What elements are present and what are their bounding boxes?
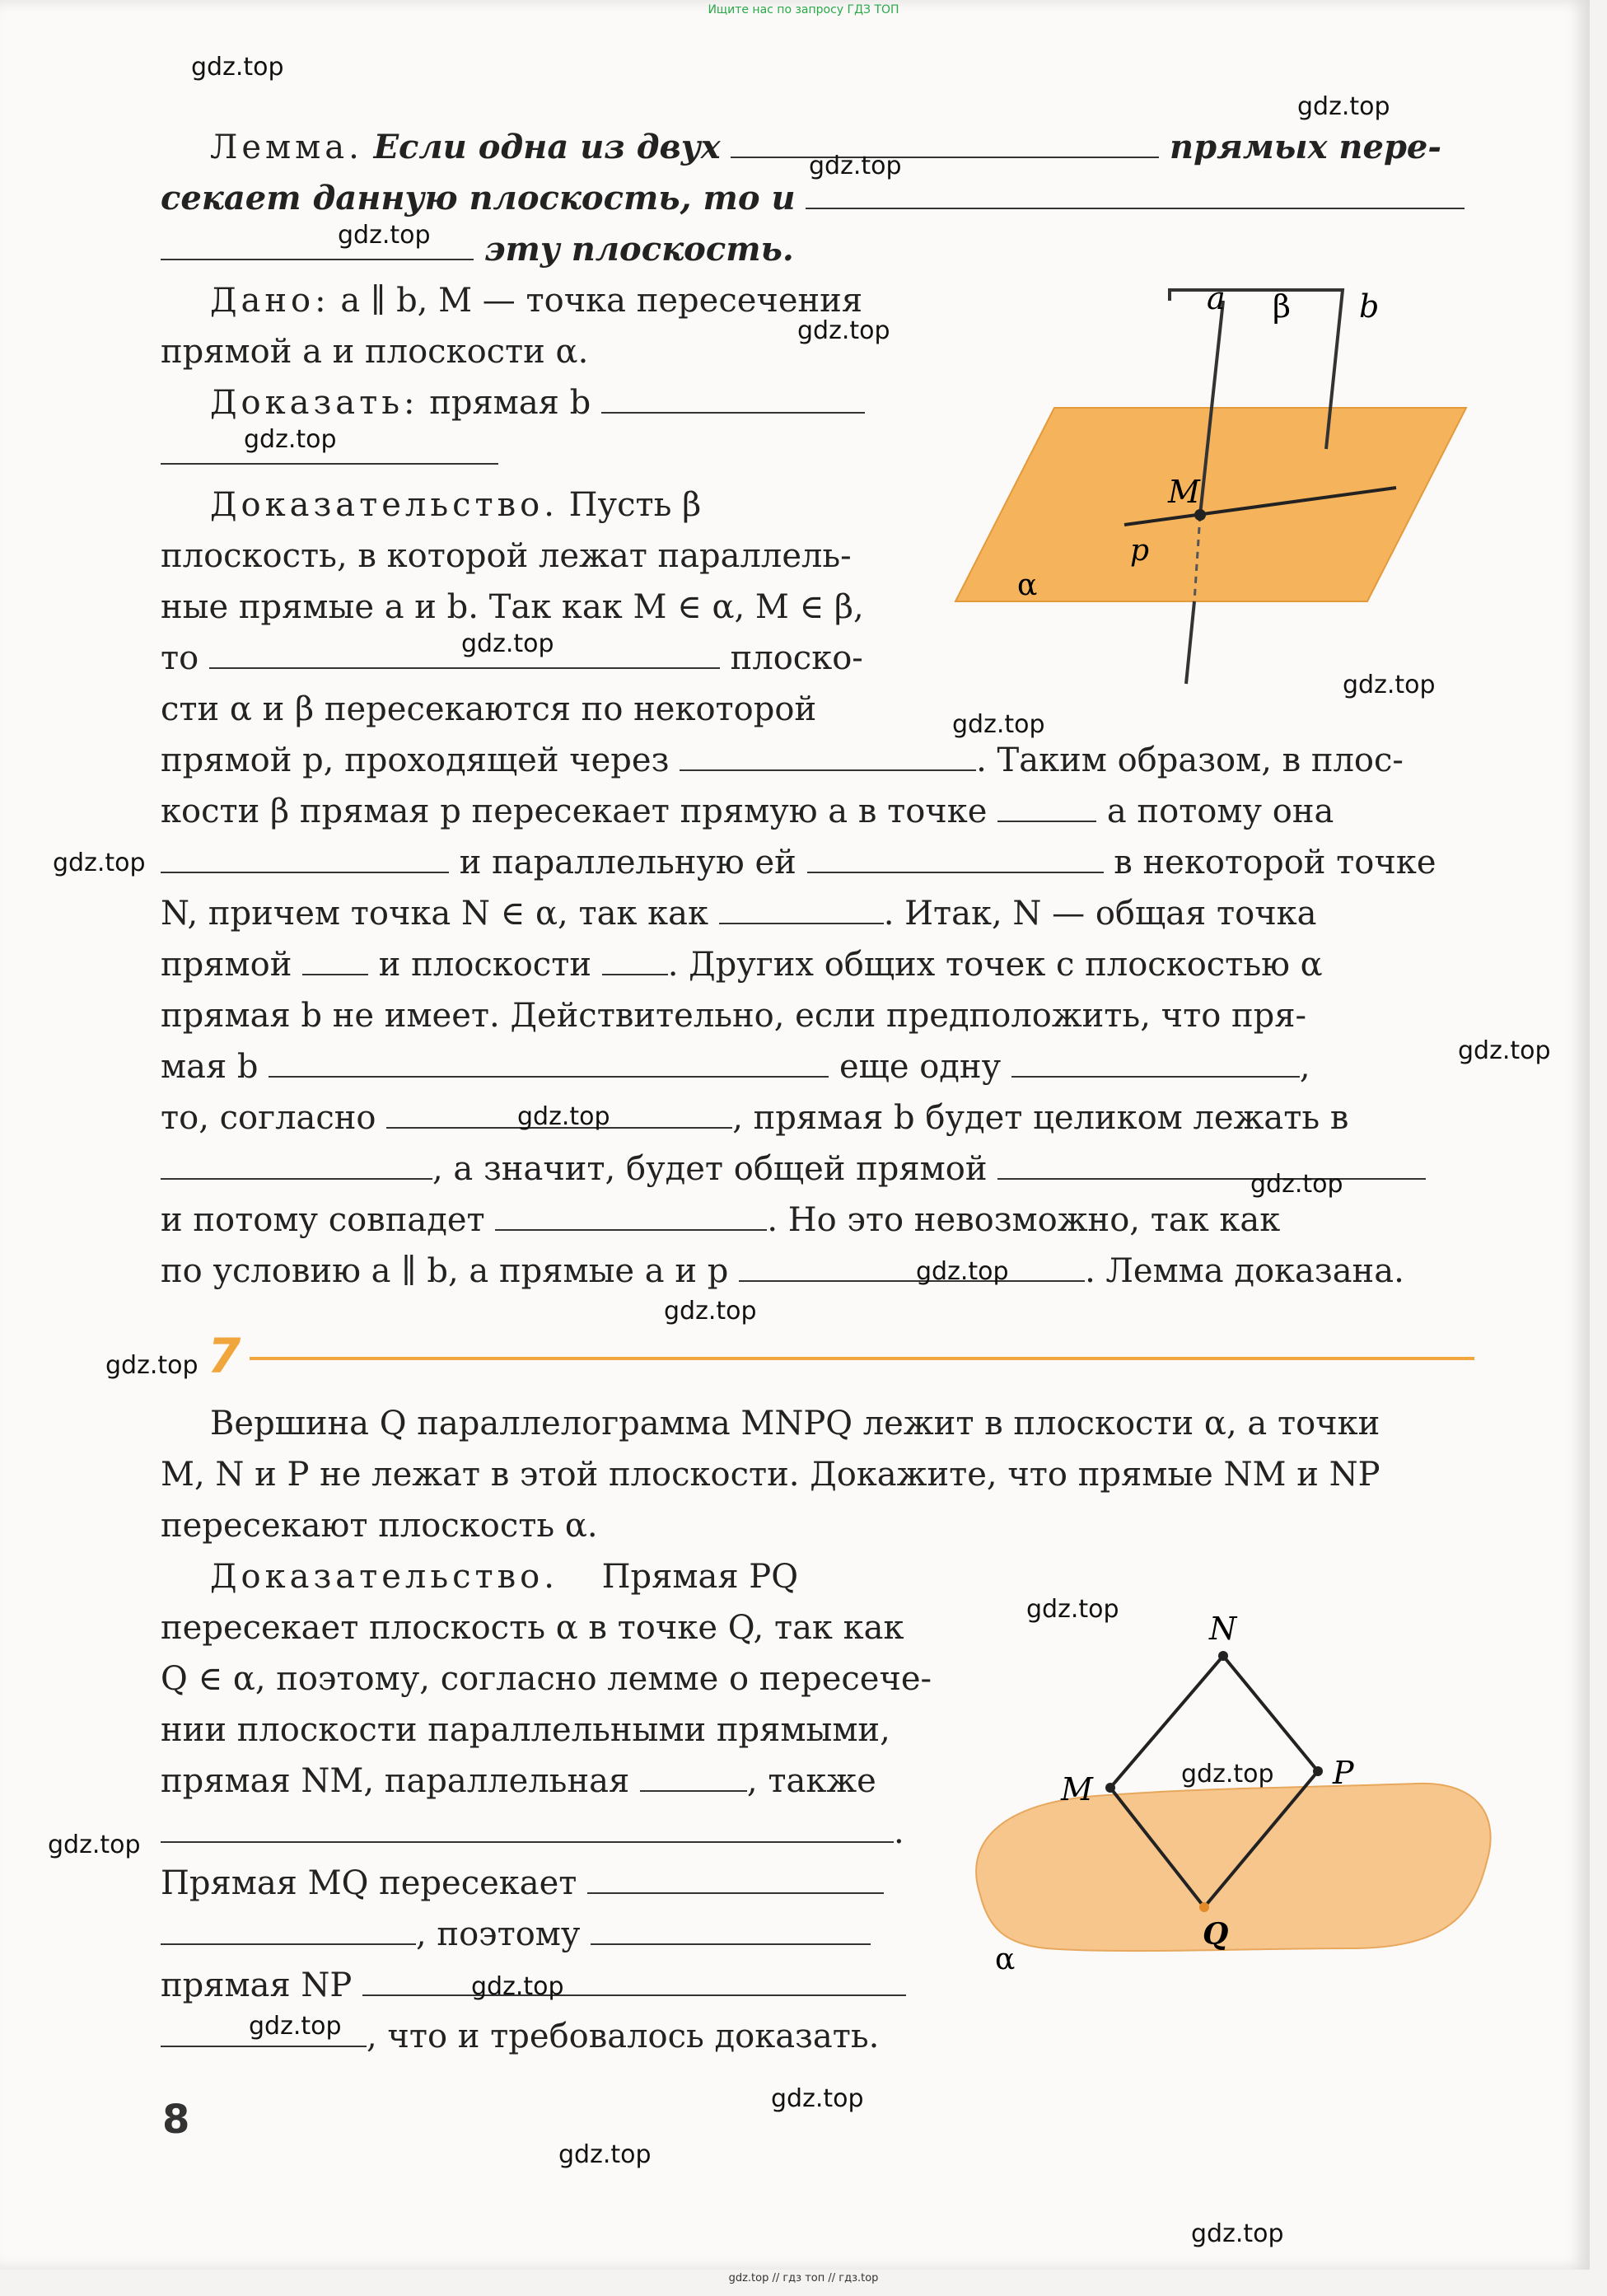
watermark: gdz.top xyxy=(1343,671,1436,699)
proof-line-14: , а значит, будет общей прямой xyxy=(161,1143,1426,1195)
proof-line-10: прямой и плоскости . Других общих точек с плоскостью α xyxy=(161,946,1323,984)
p7-proof-line-3: Q ∈ α, поэтому, согласно лемме о пересече- xyxy=(161,1660,932,1698)
proof-line-11: прямая b не имеет. Действительно, если предположить, что пря- xyxy=(161,997,1307,1035)
watermark: gdz.top xyxy=(471,1972,564,2001)
answer-blank[interactable] xyxy=(806,178,1465,209)
watermark: gdz.top xyxy=(517,1102,610,1131)
problem-line-2: M, N и P не лежат в этой плоскости. Докажите, что прямые NM и NP xyxy=(161,1456,1380,1494)
line-a-lower xyxy=(1186,601,1194,684)
watermark: gdz.top xyxy=(249,2012,342,2041)
answer-blank[interactable] xyxy=(997,1148,1426,1180)
answer-blank[interactable] xyxy=(269,1046,829,1078)
watermark: gdz.top xyxy=(1181,1760,1274,1789)
problem-number: 7 xyxy=(208,1328,241,1384)
point-M xyxy=(1194,509,1206,521)
given-line-1: Дано: a ∥ b, M — точка пересечения xyxy=(210,282,863,320)
answer-blank[interactable] xyxy=(602,944,668,975)
answer-blank[interactable] xyxy=(161,842,449,873)
answer-blank[interactable] xyxy=(362,1965,906,1996)
proof-line-16: по условию a ∥ b, а прямые a и p . Лемма доказана. xyxy=(161,1252,1404,1290)
p7-proof-line-6: . xyxy=(161,1807,904,1858)
p7-proof-line-8: , поэтому xyxy=(161,1909,871,1960)
watermark: gdz.top xyxy=(1026,1595,1119,1624)
proof-line-1: Доказательство. Пусть β xyxy=(210,486,702,524)
label-N: N xyxy=(1209,1611,1237,1647)
watermark: gdz.top xyxy=(1297,92,1390,121)
proof-line-5: сти α и β пересекаются по некоторой xyxy=(161,690,817,728)
proof-line-7: кости β прямая p пересекает прямую a в точке а потому она xyxy=(161,793,1334,830)
watermark: gdz.top xyxy=(1458,1036,1551,1065)
lemma-line-2: секает данную плоскость, то и xyxy=(161,173,1465,224)
watermark: gdz.top xyxy=(53,849,146,877)
point-Q xyxy=(1199,1902,1209,1912)
watermark: gdz.top xyxy=(771,2084,864,2113)
proof-line-13: то, согласно , прямая b будет целиком лежать в xyxy=(161,1099,1349,1137)
watermark: gdz.top xyxy=(1250,1170,1343,1199)
answer-blank[interactable] xyxy=(719,893,884,924)
label-a: a xyxy=(1207,280,1226,316)
watermark: gdz.top xyxy=(797,316,890,345)
proof-line-12: мая b еще одну , xyxy=(161,1048,1310,1086)
label-Q: Q xyxy=(1203,1917,1229,1952)
proof-line-9: N, причем точка N ∈ α, так как . Итак, N — общая точка xyxy=(161,895,1317,933)
watermark: gdz.top xyxy=(338,221,431,250)
watermark: gdz.top xyxy=(952,710,1045,739)
lemma-line-3: эту плоскость. xyxy=(161,224,794,275)
answer-blank[interactable] xyxy=(739,1251,1085,1282)
label-p: p xyxy=(1130,534,1150,568)
answer-blank[interactable] xyxy=(601,382,865,414)
answer-blank[interactable] xyxy=(591,1914,871,1945)
plane-alpha xyxy=(976,1784,1491,1951)
problem-divider xyxy=(250,1357,1474,1360)
point-N xyxy=(1218,1651,1228,1661)
label-beta: β xyxy=(1273,288,1291,325)
answer-blank[interactable] xyxy=(587,1863,884,1894)
point-M xyxy=(1105,1783,1115,1793)
p7-proof-line-10: , что и требовалось доказать. xyxy=(161,2011,879,2062)
label-alpha: α xyxy=(995,1943,1016,1976)
label-b: b xyxy=(1359,288,1380,325)
p7-proof-line-1: Доказательство. Прямая PQ xyxy=(210,1558,799,1596)
lemma-title: Лемма. xyxy=(210,129,363,166)
page-number: 8 xyxy=(162,2097,190,2143)
watermark: gdz.top xyxy=(48,1831,141,1859)
proof-line-2: плоскость, в которой лежат параллель- xyxy=(161,537,852,575)
watermark: gdz.top xyxy=(105,1351,199,1380)
answer-blank[interactable] xyxy=(997,791,1096,822)
problem-line-3: пересекают плоскость α. xyxy=(161,1507,598,1545)
lemma-line-1: Лемма. Если одна из двух прямых пере- xyxy=(210,128,1441,166)
proof-line-15: и потому совпадет . Но это невозможно, так как xyxy=(161,1201,1281,1239)
answer-blank[interactable] xyxy=(302,944,368,975)
label-P: P xyxy=(1333,1755,1354,1791)
watermark: gdz.top xyxy=(244,425,337,454)
figure-lemma xyxy=(947,272,1483,700)
answer-blank[interactable] xyxy=(161,1148,432,1180)
p7-proof-line-2: пересекает плоскость α в точке Q, так как xyxy=(161,1609,904,1647)
problem-line-1: Вершина Q параллелограмма MNPQ лежит в плоскости α, а точки xyxy=(210,1405,1380,1443)
p7-proof-line-5: прямая NM, параллельная , также xyxy=(161,1762,876,1800)
watermark: gdz.top xyxy=(1191,2219,1284,2248)
answer-blank[interactable] xyxy=(640,1761,747,1792)
label-M: M xyxy=(1168,474,1200,510)
top-banner: Ищите нас по запросу ГДЗ ТОП xyxy=(708,3,899,16)
label-alpha: α xyxy=(1017,568,1038,602)
watermark: gdz.top xyxy=(916,1257,1009,1286)
answer-blank[interactable] xyxy=(161,1914,416,1945)
watermark: gdz.top xyxy=(461,629,554,658)
watermark: gdz.top xyxy=(558,2140,652,2169)
watermark: gdz.top xyxy=(664,1297,757,1326)
proof-line-4: то плоско- xyxy=(161,639,863,677)
prove-line-1: Доказать: прямая b xyxy=(210,377,865,428)
p7-proof-line-9: прямая NP xyxy=(161,1960,906,2011)
label-M: M xyxy=(1061,1771,1093,1807)
answer-blank[interactable] xyxy=(680,740,976,771)
bottom-banner: gdz.top // гдз топ // гдз.top xyxy=(728,2272,879,2284)
p7-proof-line-4: нии плоскости параллельными прямыми, xyxy=(161,1711,890,1749)
p7-proof-line-7: Прямая MQ пересекает xyxy=(161,1858,884,1909)
proof-line-6: прямой p, проходящей через . Таким образом, в плос- xyxy=(161,741,1404,779)
point-P xyxy=(1313,1766,1323,1776)
proof-line-8: и параллельную ей в некоторой точке xyxy=(161,837,1436,888)
answer-blank[interactable] xyxy=(495,1199,767,1231)
given-line-2: прямой a и плоскости α. xyxy=(161,333,589,371)
answer-blank[interactable] xyxy=(807,842,1104,873)
proof-line-3: ные прямые a и b. Так как M ∈ α, M ∈ β, xyxy=(161,588,864,626)
watermark: gdz.top xyxy=(809,152,902,180)
answer-blank[interactable] xyxy=(1011,1046,1300,1078)
watermark: gdz.top xyxy=(191,53,284,82)
answer-blank[interactable] xyxy=(731,127,1159,158)
answer-blank[interactable] xyxy=(161,1812,894,1843)
